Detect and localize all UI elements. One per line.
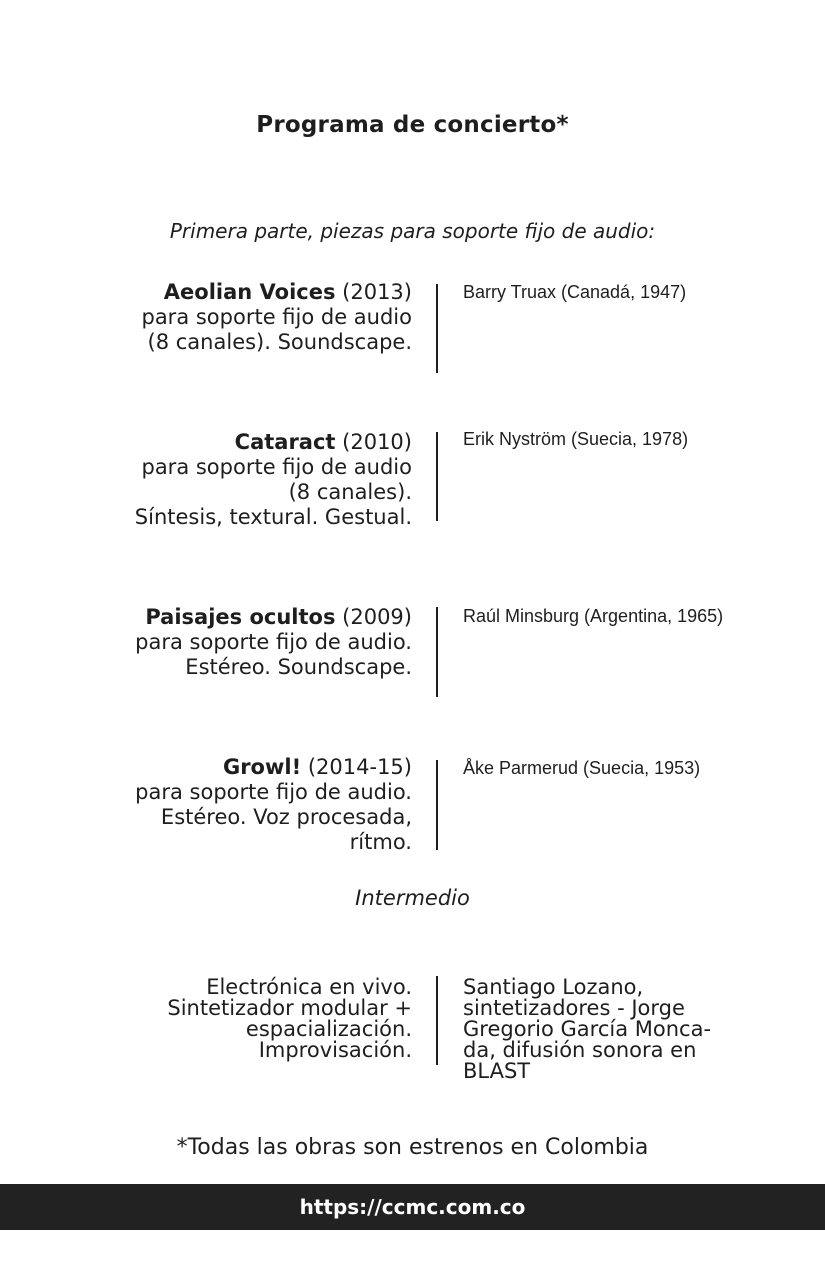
divider-line xyxy=(436,760,438,850)
piece-year: (2013) xyxy=(342,280,412,304)
piece-description-line: Síntesis, textural. Gestual. xyxy=(134,505,412,529)
piece-description-line: (8 canales). Soundscape. xyxy=(147,330,412,354)
piece-title: Growl! xyxy=(222,755,302,779)
piece-paisajes-ocultos xyxy=(135,605,412,680)
footer-url-link[interactable]: https://ccmc.com.co xyxy=(299,1195,526,1219)
divider-line xyxy=(436,432,438,521)
divider-line xyxy=(436,284,438,373)
piece-description-line: para soporte fijo de audio xyxy=(141,305,412,329)
piece-description-line: Estéreo. Voz procesada, xyxy=(160,805,412,829)
piece-description-line: para soporte fijo de audio xyxy=(141,455,412,479)
composer-name: Raúl Minsburg (Argentina, 1965) xyxy=(463,606,724,626)
piece-title: Paisajes ocultos xyxy=(145,605,336,629)
piece-year: (2014-15) xyxy=(307,755,412,779)
composer-name: Åke Parmerud (Suecia, 1953) xyxy=(463,758,701,778)
live-performers-line: sintetizadores - Jorge xyxy=(463,996,685,1020)
live-description-line: espacialización. xyxy=(245,1017,412,1041)
section-subtitle: Primera parte, piezas para soporte fijo de audio: xyxy=(169,219,656,243)
page-title: Programa de concierto* xyxy=(256,112,569,138)
live-description-line: Improvisación. xyxy=(258,1038,412,1062)
live-performers-line: Gregorio García Monca- xyxy=(463,1017,712,1041)
live-description-line: Electrónica en vivo. xyxy=(206,975,412,999)
live-performers-line: BLAST xyxy=(463,1059,531,1083)
live-performers-line: da, difusión sonora en xyxy=(463,1038,697,1062)
piece-description-line: para soporte fijo de audio. xyxy=(135,780,412,804)
piece-year: (2009) xyxy=(342,605,412,629)
piece-description-line: Estéreo. Soundscape. xyxy=(185,655,412,679)
footnote: *Todas las obras son estrenos en Colombia xyxy=(176,1135,649,1160)
piece-description-line: (8 canales). xyxy=(288,480,412,504)
composer-name: Barry Truax (Canadá, 1947) xyxy=(463,282,687,302)
piece-growl xyxy=(135,755,412,855)
live-description-line: Sintetizador modular + xyxy=(167,996,412,1020)
divider-line xyxy=(436,976,438,1065)
intermission-label: Intermedio xyxy=(355,886,470,910)
live-performers-line: Santiago Lozano, xyxy=(463,975,644,999)
composer-name: Erik Nyström (Suecia, 1978) xyxy=(463,429,689,449)
piece-description-line: rítmo. xyxy=(349,830,412,854)
live-performers xyxy=(463,977,763,1082)
divider-line xyxy=(436,607,438,697)
piece-year: (2010) xyxy=(342,430,412,454)
piece-aeolian-voices xyxy=(141,280,412,355)
piece-cataract xyxy=(135,430,412,530)
live-description xyxy=(167,977,412,1061)
piece-title: Aeolian Voices xyxy=(163,280,336,304)
piece-description-line: para soporte fijo de audio. xyxy=(135,630,412,654)
piece-title: Cataract xyxy=(234,430,336,454)
